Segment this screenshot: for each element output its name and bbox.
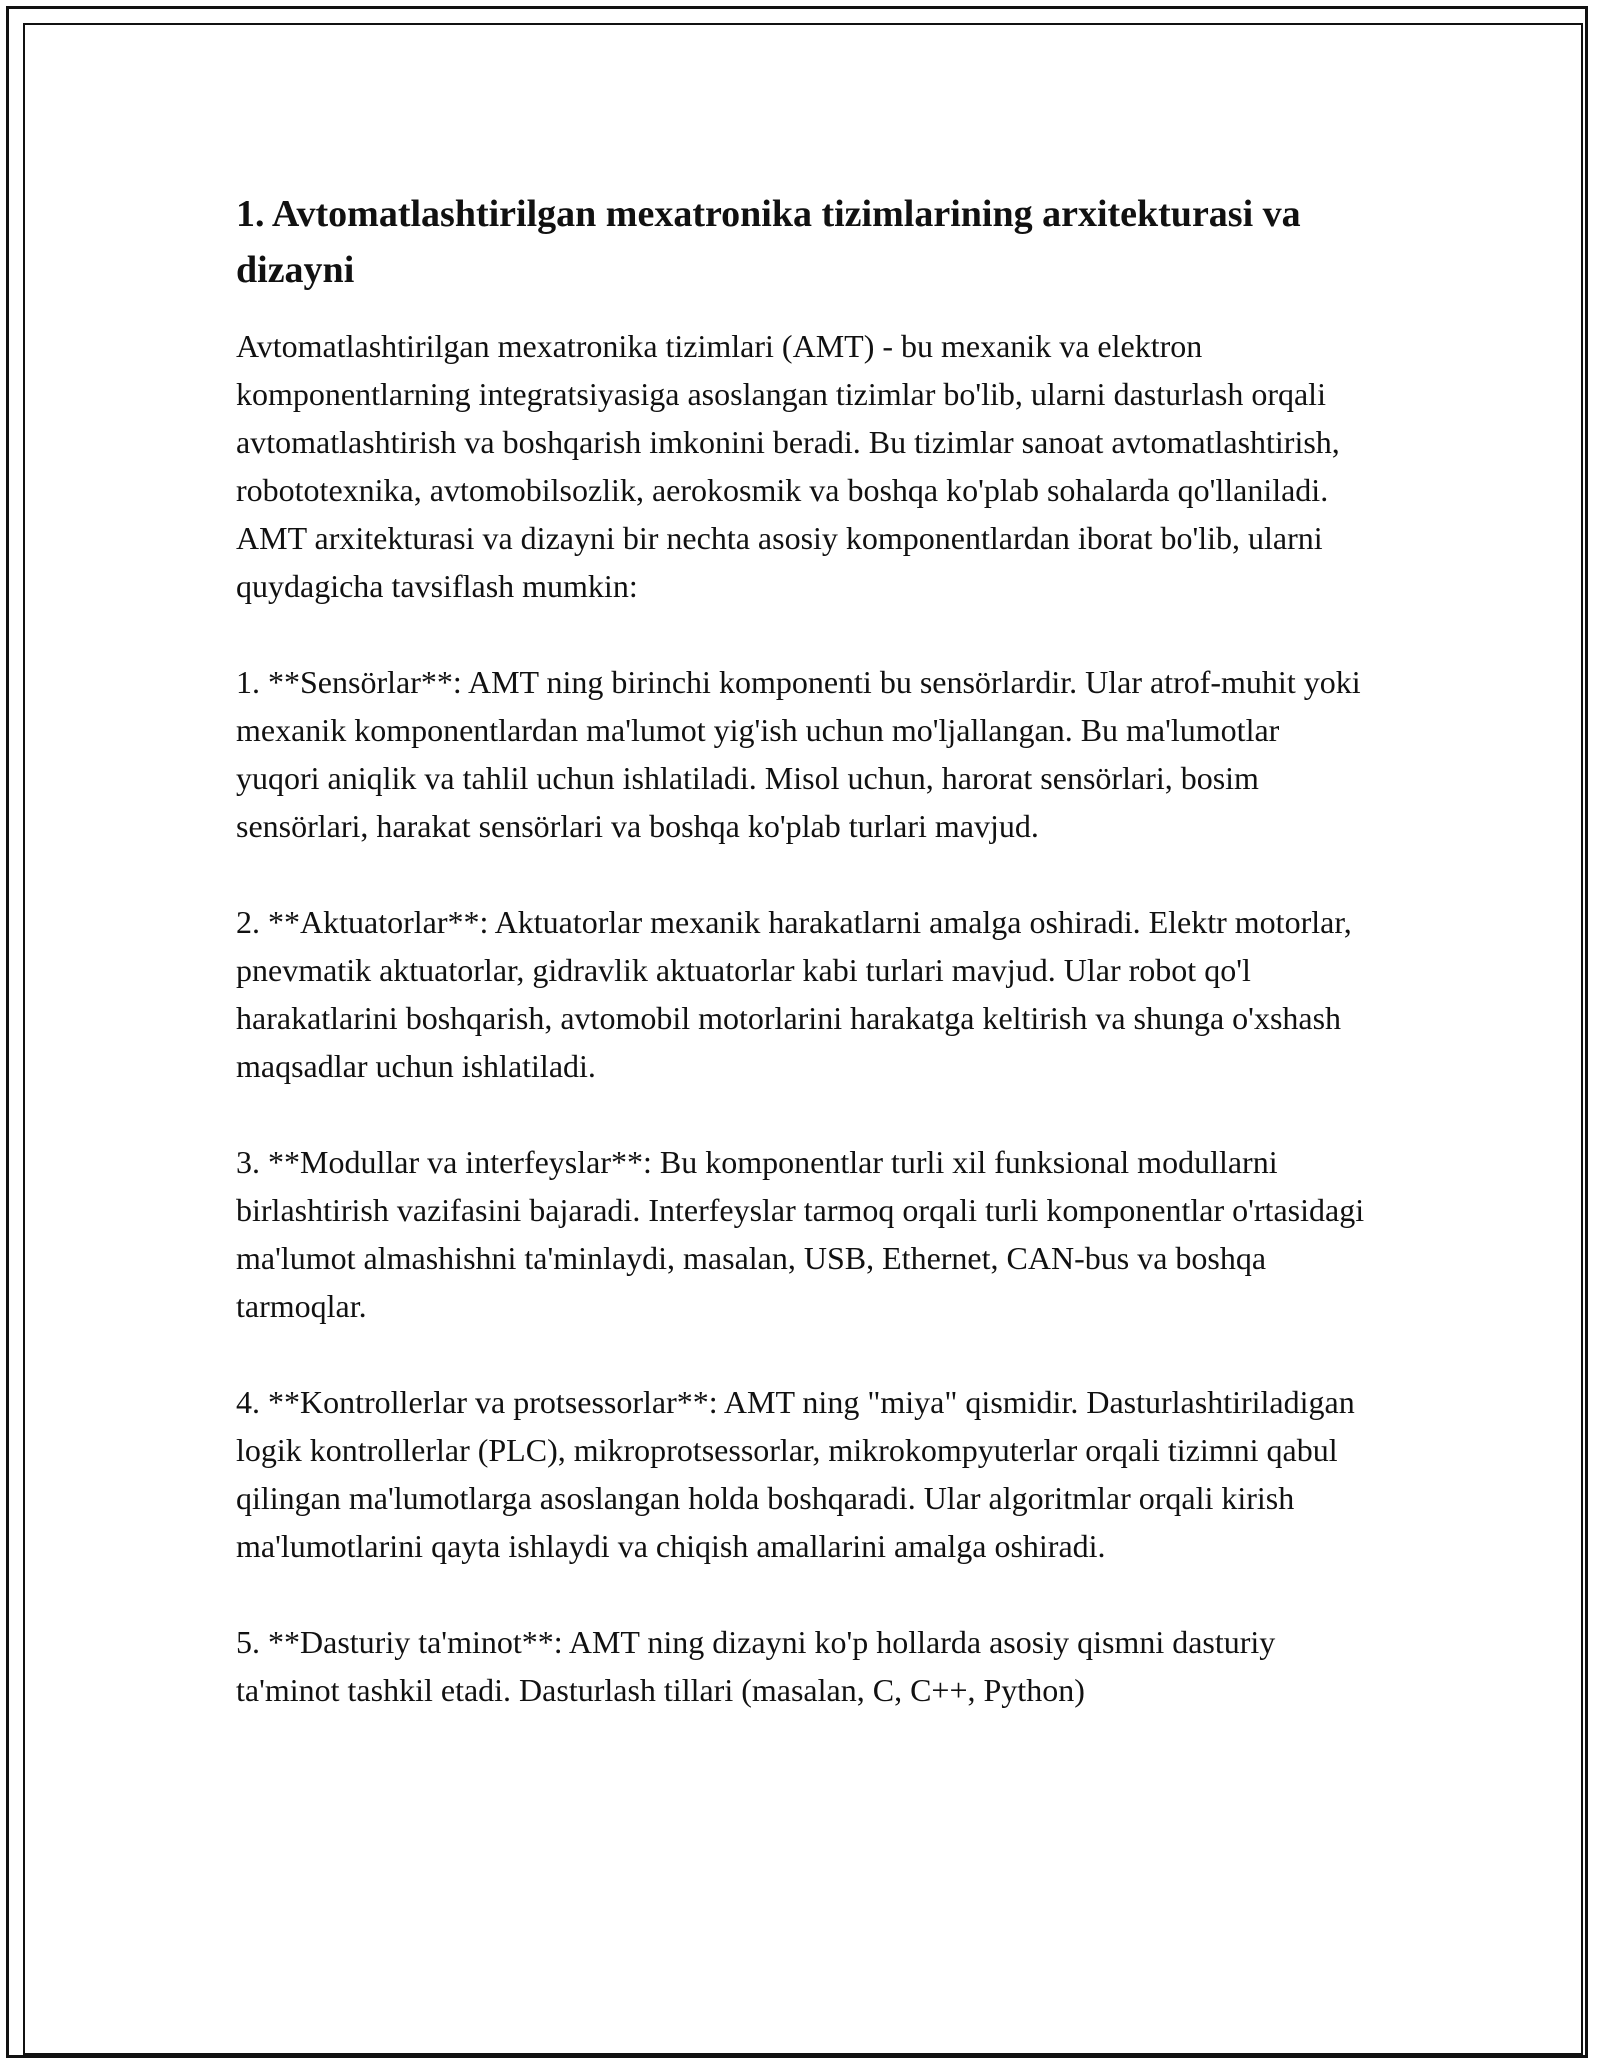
paragraph-actuators: 2. **Aktuatorlar**: Aktuatorlar mexanik harakatlarni amalga oshiradi. Elektr motorlar, pnevmatik aktuatorlar, gidravlik aktuatorlar kabi turlari mavjud. Ular robot qo'l harakatlarini boshqarish, avtomobil motorlarini harakatga keltirish va shunga o'xshash maqsadlar uchun ishlatiladi.	[236, 904, 1352, 1084]
paragraph-software: 5. **Dasturiy ta'minot**: AMT ning dizayni ko'p hollarda asosiy qismni dasturiy ta'minot tashkil etadi. Dasturlash tillari (masalan, C, C++, Python)	[236, 1624, 1276, 1708]
paragraph-controllers: 4. **Kontrollerlar va protsessorlar**: AMT ning "miya" qismidir. Dasturlashtiriladigan logik kontrollerlar (PLC), mikroprotsessorlar, mikrokompyuterlar orqali tizimni qabul qilingan ma'lumotlarga asoslangan holda boshqaradi. Ular algoritmlar orqali kirish ma'lumotlarini qayta ishlaydi va chiqish amallarini amalga oshiradi.	[236, 1384, 1355, 1564]
paragraph-sensors: 1. **Sensörlar**: AMT ning birinchi komponenti bu sensörlardir. Ular atrof-muhit yoki mexanik komponentlardan ma'lumot yig'ish uchun mo'ljallangan. Bu ma'lumotlar yuqori aniqlik va tahlil uchun ishlatiladi. Misol uchun, harorat sensörlari, bosim sensörlari, harakat sensörlari va boshqa ko'plab turlari mavjud.	[236, 664, 1361, 844]
document-body	[236, 186, 1366, 1714]
paragraph-modules-interfaces: 3. **Modullar va interfeyslar**: Bu komponentlar turli xil funksional modullarni birlashtirish vazifasini bajaradi. Interfeyslar tarmoq orqali turli komponentlar o'rtasidagi ma'lumot almashishni ta'minlaydi, masalan, USB, Ethernet, CAN-bus va boshqa tarmoqlar.	[236, 1144, 1365, 1324]
page-title: 1. Avtomatlashtirilgan mexatronika tizimlarining arxitekturasi va dizayni	[236, 193, 1301, 291]
intro-paragraph: Avtomatlashtirilgan mexatronika tizimlari (AMT) - bu mexanik va elektron komponentlarning integratsiyasiga asoslangan tizimlar bo'lib, ularni dasturlash orqali avtomatlashtirish va boshqarish imkonini beradi. Bu tizimlar sanoat avtomatlashtirish, robototexnika, avtomobilsozlik, aerokosmik va boshqa ko'plab sohalarda qo'llaniladi. AMT arxitekturasi va dizayni bir nechta asosiy komponentlardan iborat bo'lib, ularni quydagicha tavsiflash mumkin:	[236, 328, 1340, 604]
